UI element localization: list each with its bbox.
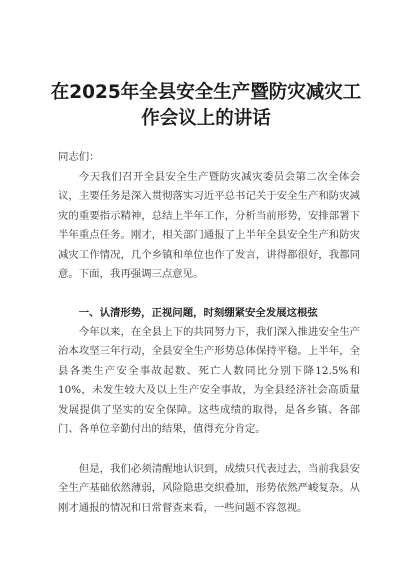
section-heading-1: 一、认清形势，正视问题，时刻绷紧安全发展这根弦: [78, 307, 318, 319]
paragraph-problems: 但是，我们必须清醒地认识到，成绩只代表过去，当前我县安全生产基础依然薄弱，风险隐患交织叠加，形势依然严峻复杂。从刚才通报的情况和日常督查来看，一些问题不容忽视。: [58, 463, 360, 514]
salutation: 同志们：: [58, 151, 100, 163]
title-line-1: 在2025年全县安全生产暨防灾减灾工: [50, 82, 362, 103]
paragraph-achievements: 今年以来，在全县上下的共同努力下，我们深入推进安全生产治本攻坚三年行动，全县安全生产形势总体保持平稳。上半年，全县各类生产安全事故起数、死亡人数同比分别下降12.5%和10%，未发生较大及以上生产安全事故，为全县经济社会高质量发展提供了坚实的安全保障。这些成绩的取得，是各乡镇、各部门、各单位辛勤付出的结果，值得充分肯定。: [58, 326, 360, 436]
title-line-2: 作会议上的讲话: [141, 108, 271, 129]
document-title: [50, 80, 362, 132]
paragraph-intro: 今天我们召开全县安全生产暨防灾减灾委员会第二次全体会议，主要任务是深入贯彻落实习近平总书记关于安全生产和防灾减灾的重要指示精神，总结上半年工作，分析当前形势，安排部署下半年重点任务。刚才，相关部门通报了上半年全县安全生产和防灾减灾工作情况，几个乡镇和单位也作了发言，讲得都很好，我都同意。下面，我再强调三点意见。: [58, 171, 360, 281]
